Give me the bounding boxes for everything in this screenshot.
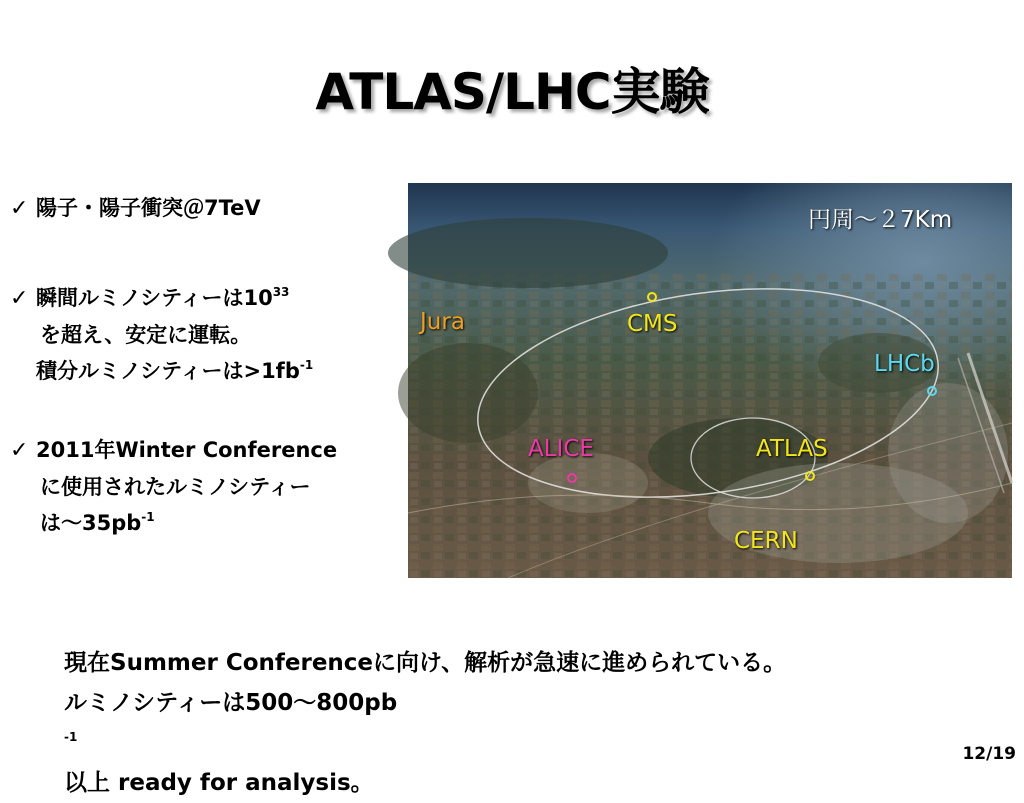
check-icon: ✓ xyxy=(10,196,29,221)
summary-line-2-end: 以上 ready for analysis。 xyxy=(64,770,374,796)
cms-label: CMS xyxy=(627,311,678,337)
check-icon: ✓ xyxy=(10,438,29,463)
check-icon: ✓ xyxy=(10,286,29,311)
slide-title: ATLAS/LHC実験 xyxy=(315,63,709,121)
lhc-aerial-photo xyxy=(408,183,1012,578)
alice-label: ALICE xyxy=(528,436,594,462)
bullet-text: に使用されたルミノシティー xyxy=(40,475,311,499)
summary-text xyxy=(64,643,1004,803)
summary-line-1: 現在Summer Conferenceに向け、解析が急速に進められている。 xyxy=(64,650,787,676)
aerial-landscape-image xyxy=(408,183,1012,578)
bullet-text: を超え、安定に運転。 xyxy=(40,323,252,347)
bullet-text: は～35pb xyxy=(40,511,142,535)
exponent: -1 xyxy=(64,730,78,744)
bullet-text: 積分ルミノシティーは>1fb xyxy=(36,359,300,383)
exponent: -1 xyxy=(141,510,155,524)
exponent: -1 xyxy=(299,358,314,372)
bullet-text: 陽子・陽子衝突＠7TeV xyxy=(36,196,261,220)
bullet-text: 2011年Winter Conference xyxy=(36,438,338,462)
summary-line-2-start: ルミノシティーは500～800pb xyxy=(64,690,398,716)
page-number: 12/19 xyxy=(962,744,1016,764)
bullet-text: 瞬間ルミノシティーは10 xyxy=(36,286,273,310)
alice-marker xyxy=(567,473,577,483)
cern-label: CERN xyxy=(734,528,798,554)
atlas-label: ATLAS xyxy=(756,436,828,462)
lhcb-label: LHCb xyxy=(874,351,935,377)
bullet-winter-conference xyxy=(10,432,405,541)
cms-marker xyxy=(647,292,657,302)
circumference-label: 円周～２7Km xyxy=(808,207,953,233)
atlas-marker xyxy=(805,471,815,481)
summary-line-2 xyxy=(64,683,1004,803)
jura-label: Jura xyxy=(420,309,465,335)
bullet-collision xyxy=(10,190,405,227)
lhcb-marker xyxy=(927,386,937,396)
exponent: 33 xyxy=(272,285,290,299)
bullet-luminosity xyxy=(10,280,405,389)
